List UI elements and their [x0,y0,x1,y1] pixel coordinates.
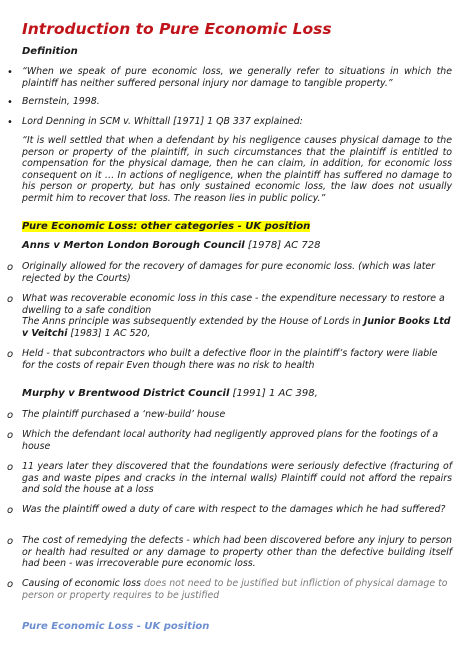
bullet-marker: • [7,97,13,108]
causing-economic-loss-item [22,578,452,601]
extension-citation: [1983] 1 AC 520, [67,327,151,339]
list-marker: o [7,410,14,421]
list-marker: o [7,262,14,273]
definition-heading: Definition [22,46,78,57]
list-marker: o [7,536,14,547]
list-marker: o [7,430,14,441]
list-marker: o [7,294,14,305]
list-item: The cost of remedying the defects - which had been discovered before any injury to person or health had resulted or any damage to property other than the defective building itself had been - was irrecoverable pure economic loss. [22,535,452,570]
case-citation: [1991] 1 AC 398, [229,388,318,399]
extension-text: The Anns principle was subsequently extended by the House of Lords in [22,316,364,327]
bullet-item: “When we speak of pure economic loss, we generally refer to situations in which the plaintiff has neither suffered personal injury nor damage to tangible property.” [22,66,452,89]
case-heading-anns [22,240,320,251]
list-marker: o [7,349,14,360]
list-item: 11 years later they discovered that the foundations were seriously defective (fracturing of gas and waste pipes and cracks in the internal walls) Plaintiff could not afford the repairs and sold the house at a loss [22,461,452,496]
case-name: Anns v Merton London Borough Council [22,240,245,251]
list-item: The plaintiff purchased a ‘new-build’ house [22,409,226,420]
causing-dark-text: Causing of economic loss [22,578,144,589]
case-heading-murphy [22,388,318,399]
extension-note [22,316,452,339]
list-marker: o [7,579,14,590]
list-item: Originally allowed for the recovery of damages for pure economic loss. (which was later rejected by the Courts) [22,261,436,284]
causing-grey-text: does not need to be justified but infliction of physical damage to person or property requires to be justified [22,578,448,601]
list-item: Was the plaintiff owed a duty of care with respect to the damages which he had suffered? [22,504,446,515]
junior-books-case: Junior Books Ltd v Veitchi [22,316,451,339]
bullet-item: Lord Denning in SCM v. Whittall [1971] 1 QB 337 explained: [22,116,303,127]
bullet-marker: • [7,117,13,128]
list-marker: o [7,462,14,473]
document-title: Introduction to Pure Economic Loss [22,20,332,38]
bullet-marker: • [7,67,13,78]
case-name: Murphy v Brentwood District Council [22,388,230,399]
case-citation: [1978] AC 728 [244,240,321,251]
footer-heading: Pure Economic Loss - UK position [22,621,210,632]
list-marker: o [7,505,14,516]
list-item: Which the defendant local authority had negligently approved plans for the footings of a house [22,429,439,452]
list-item: Held - that subcontractors who built a defective floor in the plaintiff’s factory were liable for the costs of repair Even though there was no risk to health [22,348,438,371]
highlight-heading: Pure Economic Loss: other categories - UK position [22,221,311,232]
list-item: What was recoverable economic loss in this case - the expenditure necessary to restore a dwelling to a safe condition [22,293,445,316]
denning-quote: “It is well settled that when a defendant by his negligence causes physical damage to the person or property of the plaintiff, in such circumstances that the plaintiff is entitled to compensation for the physical damage, then he can claim, in addition, for economic loss consequent on it … In actions of negligence, when the plaintiff has suffered no damage to his person or property, but has only sustained economic loss, the law does not usually permit him to recover that loss. The reason lies in public policy.” [22,135,452,204]
bullet-item: Bernstein, 1998. [22,96,100,107]
